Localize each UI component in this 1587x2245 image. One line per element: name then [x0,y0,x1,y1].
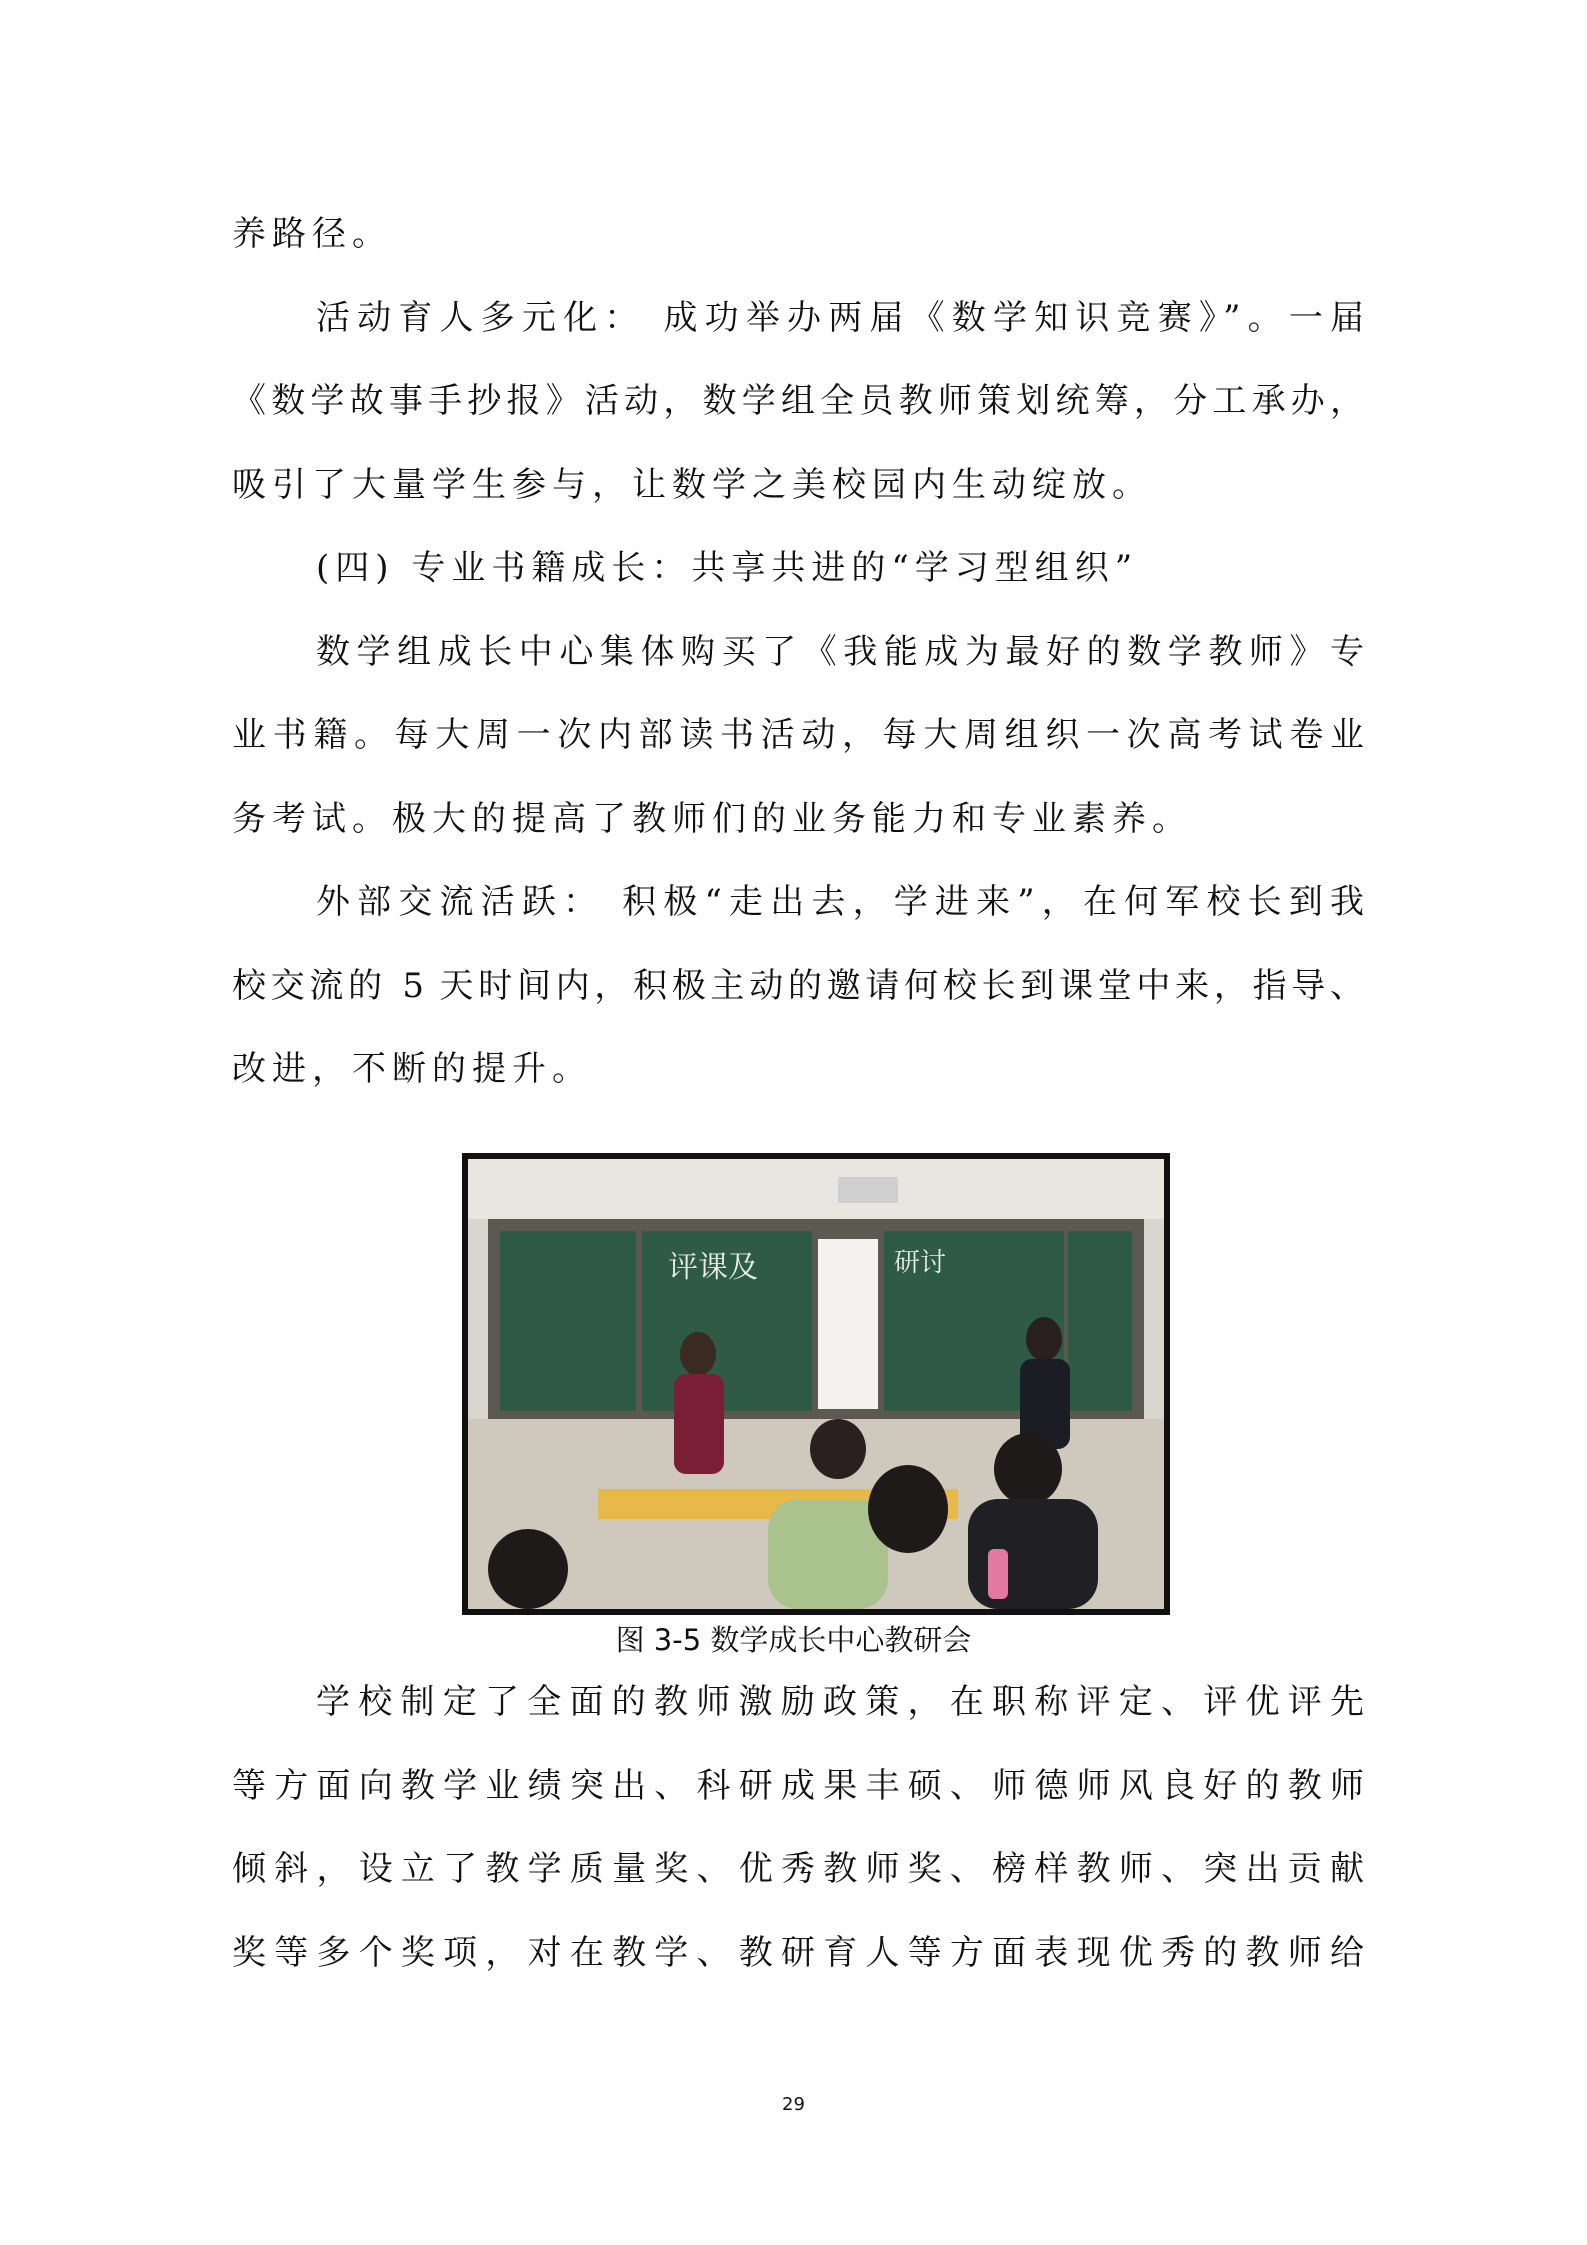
text-line: 改进，不断的提升。 [232,1049,592,1089]
text-line: 外部交流活跃： 积极“走出去，学进来”，在何军校长到我 [316,882,1364,922]
text-line: 活动育人多元化： 成功举办两届《数学知识竞赛》”。一届 [316,298,1364,338]
text-line: 业书籍。每大周一次内部读书活动，每大周组织一次高考试卷业 [232,715,1364,755]
text-line: 等方面向教学业绩突出、科研成果丰硕、师德师风良好的教师 [232,1766,1364,1806]
text-line: 奖等多个奖项，对在教学、教研育人等方面表现优秀的教师给 [232,1933,1364,1973]
speaking-teacher [674,1374,724,1474]
text-line: 倾斜，设立了教学质量奖、优秀教师奖、榜样教师、突出贡献 [232,1849,1364,1889]
board-title: 评课及 [668,1250,758,1285]
text-line: 数学组成长中心集体购买了《我能成为最好的数学教师》专 [316,632,1364,672]
text-line: 校交流的 5 天时间内，积极主动的邀请何校长到课堂中来，指导、 [232,966,1364,1006]
text-line: 养路径。 [232,214,392,254]
chalkboard-left [500,1231,636,1411]
figure-caption: 图 3-5 数学成长中心教研会 [615,1623,972,1657]
board-title-right: 研讨 [894,1248,947,1278]
text-line: 《数学故事手抄报》活动，数学组全员教师策划统筹，分工承办， [232,381,1364,421]
text-line: 吸引了大量学生参与，让数学之美校园内生动绽放。 [232,465,1152,505]
section-heading: (四) 专业书籍成长：共享共进的“学习型组织” [316,548,1139,588]
text-line: 务考试。极大的提高了教师们的业务能力和专业素养。 [232,799,1192,839]
page-number: 29 [782,2094,805,2115]
classroom-photo [462,1153,1170,1615]
text-line: 学校制定了全面的教师激励政策，在职称评定、评优评先 [316,1682,1364,1722]
